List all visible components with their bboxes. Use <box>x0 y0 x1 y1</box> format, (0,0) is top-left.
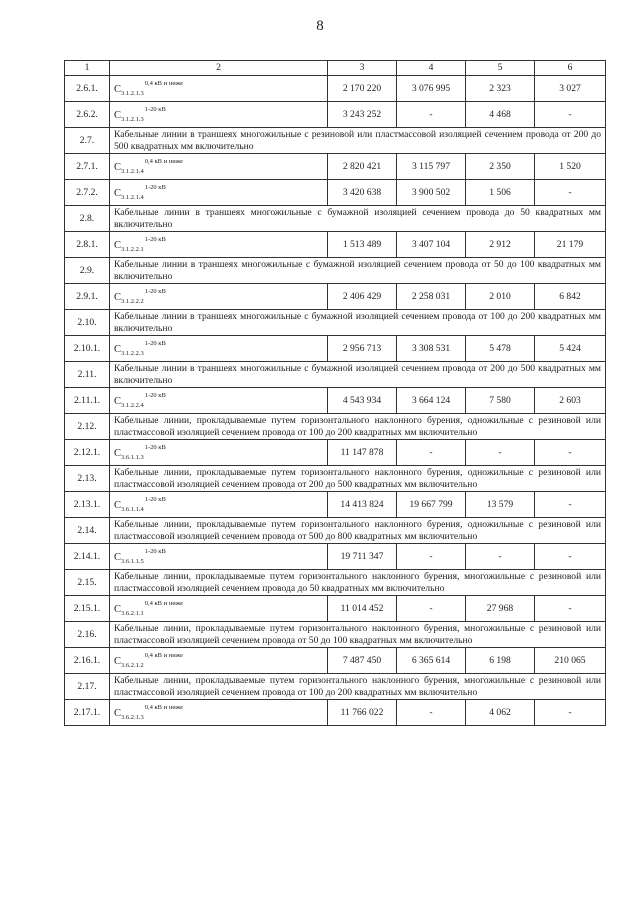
section-row <box>65 622 606 648</box>
section-row <box>65 518 606 544</box>
voltage-class: 1-20 кВ <box>144 235 166 243</box>
table-row <box>65 700 606 726</box>
page-number: 8 <box>316 18 324 34</box>
row-number: 2.15.1. <box>65 596 110 622</box>
header-cell: 3 <box>328 61 397 76</box>
row-number: 2.9.1. <box>65 284 110 310</box>
value-cell-4: - <box>397 440 466 466</box>
rate-code <box>114 157 183 175</box>
rate-code <box>114 105 166 123</box>
rate-code-cell <box>110 232 328 258</box>
row-number: 2.12. <box>65 414 110 440</box>
rate-code-letter: C <box>114 109 122 121</box>
value-cell-4: - <box>397 544 466 570</box>
value-cell-4: 3 115 797 <box>397 154 466 180</box>
table-row <box>65 284 606 310</box>
rate-code <box>114 339 166 357</box>
rate-code <box>114 547 166 565</box>
value-cell-5: 27 968 <box>466 596 535 622</box>
value-cell-4: 6 365 614 <box>397 648 466 674</box>
value-cell-3: 4 543 934 <box>328 388 397 414</box>
rate-code-cell <box>110 336 328 362</box>
value-cell-5: 6 198 <box>466 648 535 674</box>
rate-code-letter: C <box>114 239 122 251</box>
voltage-class: 1-20 кВ <box>144 547 166 555</box>
value-cell-5: 2 350 <box>466 154 535 180</box>
table-row <box>65 596 606 622</box>
value-cell-6: 210 065 <box>535 648 606 674</box>
voltage-class: 1-20 кВ <box>144 105 166 113</box>
value-cell-5: 4 468 <box>466 102 535 128</box>
value-cell-3: 2 820 421 <box>328 154 397 180</box>
rate-code <box>114 183 166 201</box>
rate-code-index: 3.6.1.1.3 <box>121 453 144 461</box>
value-cell-6: - <box>535 544 606 570</box>
value-cell-3: 11 147 878 <box>328 440 397 466</box>
value-cell-3: 14 413 824 <box>328 492 397 518</box>
table-row <box>65 544 606 570</box>
row-number: 2.10.1. <box>65 336 110 362</box>
table-row <box>65 648 606 674</box>
section-description: Кабельные линии в траншеях многожильные с резиновой или пластмассовой изоляцией сечением провода от 200 до 500 квадратных мм включительно <box>110 128 606 154</box>
section-row <box>65 206 606 232</box>
rate-code-letter: C <box>114 603 122 615</box>
row-number: 2.6.2. <box>65 102 110 128</box>
row-number: 2.16.1. <box>65 648 110 674</box>
value-cell-5: 2 010 <box>466 284 535 310</box>
row-number: 2.14. <box>65 518 110 544</box>
rate-code <box>114 443 166 461</box>
voltage-class: 1-20 кВ <box>144 443 166 451</box>
rate-code-index: 3.6.1.1.4 <box>121 505 144 513</box>
row-number: 2.11. <box>65 362 110 388</box>
section-row <box>65 258 606 284</box>
rate-code <box>114 651 183 669</box>
voltage-class: 0,4 кВ и ниже <box>144 651 183 659</box>
table-header-row <box>65 61 606 76</box>
section-row <box>65 414 606 440</box>
section-description: Кабельные линии, прокладываемые путем горизонтального наклонного бурения, одножильные с резиновой или пластмассовой изоляцией сечением провода от 200 до 500 квадратных мм включительно <box>110 466 606 492</box>
value-cell-3: 7 487 450 <box>328 648 397 674</box>
rate-code-letter: C <box>114 499 122 511</box>
rate-code-cell <box>110 700 328 726</box>
table-row <box>65 336 606 362</box>
rate-code <box>114 599 183 617</box>
value-cell-4: 3 407 104 <box>397 232 466 258</box>
rate-code-index: 3.1.2.2.2 <box>121 297 144 305</box>
section-description: Кабельные линии в траншеях многожильные с бумажной изоляцией сечением провода от 100 до 200 квадратных мм включительно <box>110 310 606 336</box>
voltage-class: 1-20 кВ <box>144 339 166 347</box>
rate-code-cell <box>110 284 328 310</box>
rate-code-letter: C <box>114 551 122 563</box>
voltage-class: 1-20 кВ <box>144 495 166 503</box>
section-row <box>65 362 606 388</box>
value-cell-6: - <box>535 596 606 622</box>
rate-code-letter: C <box>114 291 122 303</box>
value-cell-4: - <box>397 596 466 622</box>
rate-code-cell <box>110 388 328 414</box>
row-number: 2.13.1. <box>65 492 110 518</box>
row-number: 2.12.1. <box>65 440 110 466</box>
rate-code-cell <box>110 154 328 180</box>
rate-code-index: 3.1.2.2.4 <box>121 401 144 409</box>
voltage-class: 1-20 кВ <box>144 391 166 399</box>
section-description: Кабельные линии в траншеях многожильные с бумажной изоляцией сечением провода от 200 до 500 квадратных мм включительно <box>110 362 606 388</box>
voltage-class: 1-20 кВ <box>144 183 166 191</box>
rate-code-cell <box>110 648 328 674</box>
rate-code-index: 3.6.1.1.5 <box>121 557 144 565</box>
value-cell-5: - <box>466 544 535 570</box>
section-description: Кабельные линии, прокладываемые путем горизонтального наклонного бурения, многожильные с резиновой или пластмассовой изоляцией сечением провода от 50 до 100 квадратных мм включительно <box>110 622 606 648</box>
table-row <box>65 440 606 466</box>
value-cell-4: 19 667 799 <box>397 492 466 518</box>
row-number: 2.9. <box>65 258 110 284</box>
value-cell-3: 3 243 252 <box>328 102 397 128</box>
header-cell: 1 <box>65 61 110 76</box>
section-row <box>65 466 606 492</box>
rate-code-index: 3.6.2.1.1 <box>121 609 144 617</box>
row-number: 2.7.1. <box>65 154 110 180</box>
rate-code-letter: C <box>114 655 122 667</box>
value-cell-4: 2 258 031 <box>397 284 466 310</box>
row-number: 2.14.1. <box>65 544 110 570</box>
section-description: Кабельные линии, прокладываемые путем горизонтального наклонного бурения, одножильные с резиновой или пластмассовой изоляцией сечением провода от 500 до 800 квадратных мм включительно <box>110 518 606 544</box>
rate-code-letter: C <box>114 447 122 459</box>
row-number: 2.16. <box>65 622 110 648</box>
rate-code-cell <box>110 544 328 570</box>
value-cell-3: 3 420 638 <box>328 180 397 206</box>
section-description: Кабельные линии, прокладываемые путем горизонтального наклонного бурения, многожильные с резиновой или пластмассовой изоляцией сечением провода от 100 до 200 квадратных мм включительно <box>110 674 606 700</box>
table-row <box>65 388 606 414</box>
rate-code-letter: C <box>114 187 122 199</box>
value-cell-6: 21 179 <box>535 232 606 258</box>
value-cell-3: 2 170 220 <box>328 76 397 102</box>
rate-code-index: 3.1.2.1.3 <box>121 115 144 123</box>
value-cell-3: 19 711 347 <box>328 544 397 570</box>
rate-code <box>114 703 183 721</box>
value-cell-6: 1 520 <box>535 154 606 180</box>
value-cell-5: 2 912 <box>466 232 535 258</box>
rate-code-cell <box>110 596 328 622</box>
section-description: Кабельные линии, прокладываемые путем горизонтального наклонного бурения, одножильные с резиновой или пластмассовой изоляцией сечением провода от 100 до 200 квадратных мм включительно <box>110 414 606 440</box>
rate-code-cell <box>110 76 328 102</box>
row-number: 2.7. <box>65 128 110 154</box>
voltage-class: 0,4 кВ и ниже <box>144 703 183 711</box>
table-row <box>65 76 606 102</box>
rate-code-index: 3.6.2.1.2 <box>121 661 144 669</box>
header-cell: 2 <box>110 61 328 76</box>
row-number: 2.17.1. <box>65 700 110 726</box>
header-cell: 6 <box>535 61 606 76</box>
section-row <box>65 570 606 596</box>
tariff-table <box>64 60 606 726</box>
value-cell-5: 2 323 <box>466 76 535 102</box>
row-number: 2.7.2. <box>65 180 110 206</box>
value-cell-3: 11 766 022 <box>328 700 397 726</box>
voltage-class: 0,4 кВ и ниже <box>144 157 183 165</box>
rate-code <box>114 79 183 97</box>
value-cell-5: 1 506 <box>466 180 535 206</box>
rate-code-index: 3.1.2.2.1 <box>121 245 144 253</box>
section-description: Кабельные линии в траншеях многожильные с бумажной изоляцией сечением провода до 50 квадратных мм включительно <box>110 206 606 232</box>
value-cell-6: 2 603 <box>535 388 606 414</box>
value-cell-6: 5 424 <box>535 336 606 362</box>
row-number: 2.13. <box>65 466 110 492</box>
row-number: 2.17. <box>65 674 110 700</box>
value-cell-6: - <box>535 492 606 518</box>
rate-code <box>114 235 166 253</box>
rate-code-cell <box>110 180 328 206</box>
table-row <box>65 154 606 180</box>
row-number: 2.11.1. <box>65 388 110 414</box>
rate-code <box>114 495 166 513</box>
rate-code-letter: C <box>114 707 122 719</box>
rate-code-letter: C <box>114 83 122 95</box>
section-row <box>65 310 606 336</box>
rate-code-index: 3.1.2.1.4 <box>121 167 144 175</box>
row-number: 2.8. <box>65 206 110 232</box>
header-cell: 5 <box>466 61 535 76</box>
value-cell-6: - <box>535 700 606 726</box>
value-cell-3: 2 406 429 <box>328 284 397 310</box>
row-number: 2.15. <box>65 570 110 596</box>
value-cell-3: 1 513 489 <box>328 232 397 258</box>
rate-code-cell <box>110 102 328 128</box>
section-row <box>65 128 606 154</box>
value-cell-5: 7 580 <box>466 388 535 414</box>
section-description: Кабельные линии, прокладываемые путем горизонтального наклонного бурения, многожильные с резиновой или пластмассовой изоляцией сечением провода до 50 квадратных мм включительно <box>110 570 606 596</box>
rate-code-cell <box>110 440 328 466</box>
value-cell-4: 3 664 124 <box>397 388 466 414</box>
value-cell-3: 11 014 452 <box>328 596 397 622</box>
value-cell-6: - <box>535 440 606 466</box>
value-cell-6: 6 842 <box>535 284 606 310</box>
rate-code-index: 3.1.2.2.3 <box>121 349 144 357</box>
voltage-class: 1-20 кВ <box>144 287 166 295</box>
value-cell-5: 5 478 <box>466 336 535 362</box>
section-description: Кабельные линии в траншеях многожильные с бумажной изоляцией сечением провода от 50 до 100 квадратных мм включительно <box>110 258 606 284</box>
value-cell-5: 13 579 <box>466 492 535 518</box>
rate-code-letter: C <box>114 343 122 355</box>
value-cell-6: 3 027 <box>535 76 606 102</box>
voltage-class: 0,4 кВ и ниже <box>144 79 183 87</box>
value-cell-4: - <box>397 700 466 726</box>
header-cell: 4 <box>397 61 466 76</box>
value-cell-6: - <box>535 180 606 206</box>
value-cell-4: 3 900 502 <box>397 180 466 206</box>
rate-code-index: 3.6.2.1.3 <box>121 713 144 721</box>
rate-code-cell <box>110 492 328 518</box>
row-number: 2.10. <box>65 310 110 336</box>
voltage-class: 0,4 кВ и ниже <box>144 599 183 607</box>
value-cell-4: 3 308 531 <box>397 336 466 362</box>
section-row <box>65 674 606 700</box>
rate-code-index: 3.1.2.1.3 <box>121 89 144 97</box>
row-number: 2.6.1. <box>65 76 110 102</box>
rate-code <box>114 391 166 409</box>
value-cell-3: 2 956 713 <box>328 336 397 362</box>
value-cell-4: - <box>397 102 466 128</box>
table-row <box>65 180 606 206</box>
table-body <box>65 61 606 726</box>
row-number: 2.8.1. <box>65 232 110 258</box>
rate-code <box>114 287 166 305</box>
rate-code-letter: C <box>114 161 122 173</box>
value-cell-5: - <box>466 440 535 466</box>
value-cell-5: 4 062 <box>466 700 535 726</box>
table-row <box>65 232 606 258</box>
value-cell-6: - <box>535 102 606 128</box>
rate-code-index: 3.1.2.1.4 <box>121 193 144 201</box>
table-row <box>65 492 606 518</box>
table-row <box>65 102 606 128</box>
rate-code-letter: C <box>114 395 122 407</box>
value-cell-4: 3 076 995 <box>397 76 466 102</box>
